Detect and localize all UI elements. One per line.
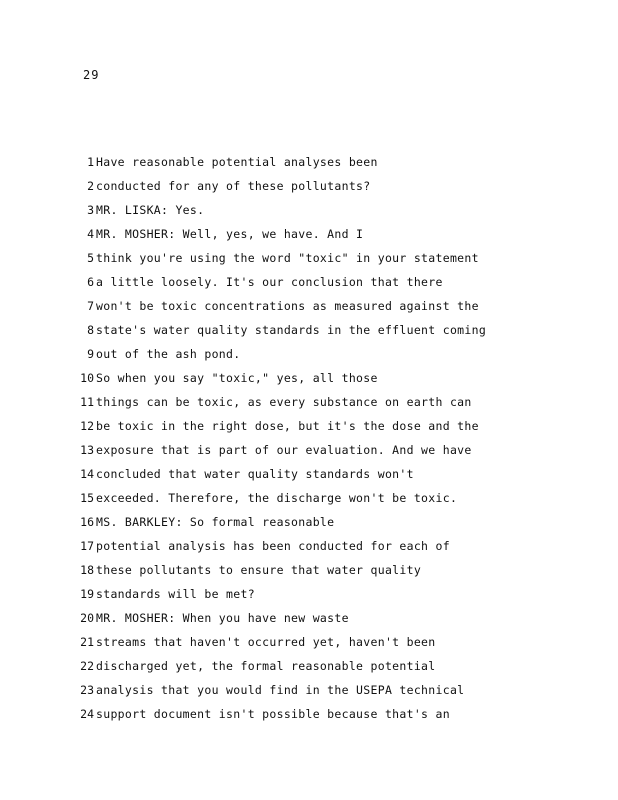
transcript-line — [70, 200, 590, 224]
line-number: 21 — [80, 635, 94, 649]
line-text: analysis that you would find in the USEPA technical — [96, 683, 465, 697]
line-number: 15 — [80, 491, 94, 505]
transcript-line — [70, 536, 590, 560]
transcript-line — [70, 656, 590, 680]
transcript-line — [70, 152, 590, 176]
line-text: support document isn't possible because that's an — [96, 707, 450, 721]
transcript-line — [70, 248, 590, 272]
line-text: think you're using the word "toxic" in your statement — [96, 251, 479, 265]
transcript-line — [70, 704, 590, 728]
transcript-line — [70, 416, 590, 440]
line-text: won't be toxic concentrations as measured against the — [96, 299, 479, 313]
line-number: 17 — [80, 539, 94, 553]
transcript-line — [70, 680, 590, 704]
transcript-line — [70, 488, 590, 512]
line-text: So when you say "toxic," yes, all those — [96, 371, 378, 385]
line-number: 9 — [87, 347, 94, 361]
line-number: 4 — [87, 227, 94, 241]
line-number: 22 — [80, 659, 94, 673]
line-text: exposure that is part of our evaluation. And we have — [96, 443, 472, 457]
line-number: 5 — [87, 251, 94, 265]
line-number: 23 — [80, 683, 94, 697]
line-number: 12 — [80, 419, 94, 433]
line-number: 18 — [80, 563, 94, 577]
line-number: 16 — [80, 515, 94, 529]
transcript-line — [70, 440, 590, 464]
transcript-line — [70, 272, 590, 296]
transcript-line — [70, 320, 590, 344]
line-text: MR. MOSHER: When you have new waste — [96, 611, 349, 625]
line-text: concluded that water quality standards won't — [96, 467, 414, 481]
transcript-line — [70, 176, 590, 200]
line-text: exceeded. Therefore, the discharge won't be toxic. — [96, 491, 458, 505]
line-number: 1 — [87, 155, 94, 169]
line-text: out of the ash pond. — [96, 347, 241, 361]
line-text: Have reasonable potential analyses been — [96, 155, 378, 169]
line-number: 13 — [80, 443, 94, 457]
line-text: discharged yet, the formal reasonable potential — [96, 659, 436, 673]
line-number: 6 — [87, 275, 94, 289]
transcript-line — [70, 392, 590, 416]
transcript-line — [70, 224, 590, 248]
page-number: 29 — [83, 68, 100, 82]
line-number: 20 — [80, 611, 94, 625]
line-number: 7 — [87, 299, 94, 313]
line-text: these pollutants to ensure that water quality — [96, 563, 422, 577]
transcript-line — [70, 464, 590, 488]
transcript-line — [70, 584, 590, 608]
line-number: 3 — [87, 203, 94, 217]
transcript-line — [70, 608, 590, 632]
line-number: 14 — [80, 467, 94, 481]
line-text: be toxic in the right dose, but it's the dose and the — [96, 419, 479, 433]
line-text: potential analysis has been conducted for each of — [96, 539, 450, 553]
transcript-line — [70, 344, 590, 368]
line-text: MR. MOSHER: Well, yes, we have. And I — [96, 227, 364, 241]
line-text: streams that haven't occurred yet, haven't been — [96, 635, 436, 649]
transcript-body — [70, 152, 590, 728]
transcript-line — [70, 512, 590, 536]
line-text: MR. LISKA: Yes. — [96, 203, 205, 217]
line-number: 10 — [80, 371, 94, 385]
line-number: 24 — [80, 707, 94, 721]
transcript-line — [70, 368, 590, 392]
line-text: a little loosely. It's our conclusion that there — [96, 275, 443, 289]
line-text: MS. BARKLEY: So formal reasonable — [96, 515, 335, 529]
line-number: 2 — [87, 179, 94, 193]
line-text: standards will be met? — [96, 587, 255, 601]
line-text: things can be toxic, as every substance on earth can — [96, 395, 472, 409]
line-number: 8 — [87, 323, 94, 337]
transcript-line — [70, 560, 590, 584]
transcript-line — [70, 632, 590, 656]
line-number: 19 — [80, 587, 94, 601]
line-text: state's water quality standards in the effluent coming — [96, 323, 487, 337]
line-text: conducted for any of these pollutants? — [96, 179, 371, 193]
line-number: 11 — [80, 395, 94, 409]
transcript-line — [70, 296, 590, 320]
